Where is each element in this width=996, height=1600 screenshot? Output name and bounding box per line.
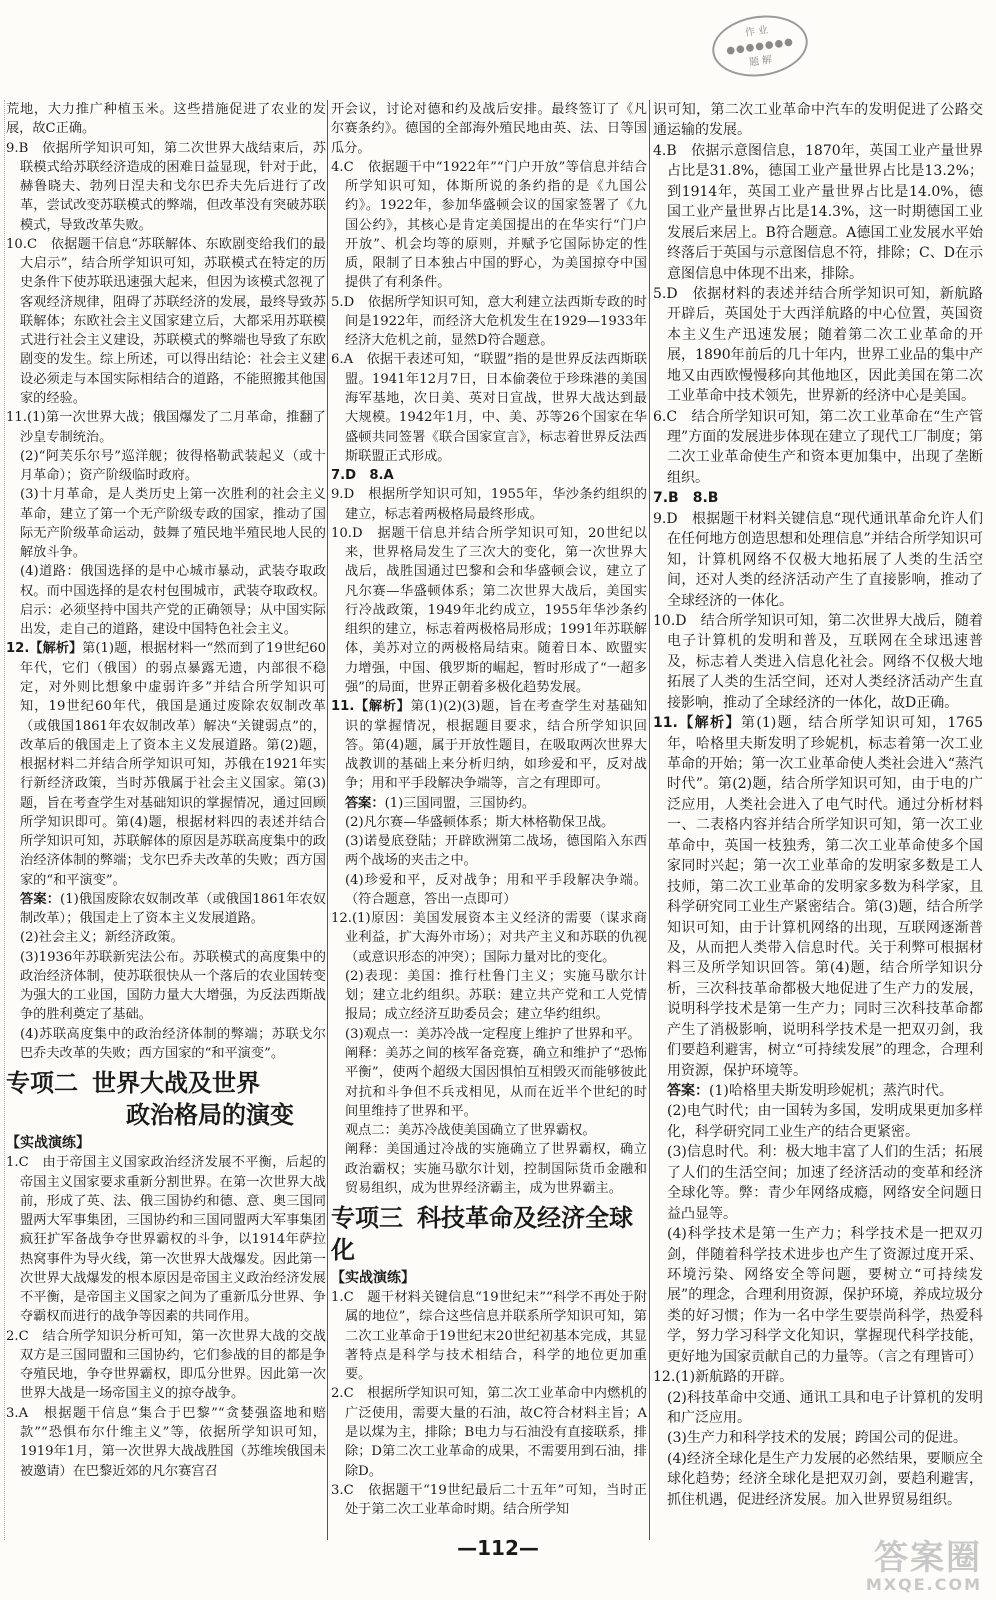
answer-c2: 2.C 根据所学知识可知，第二次工业革命中内燃机的广泛使用，需要大量的石油，故C符合材料主旨；A是以煤为主，排除；B电力与石油没有直接联系，排除；D第二次工业革命的成果，不需要用到石油，排除D。	[331, 1386, 647, 1479]
answer-c7-8: 7.B 8.B	[653, 490, 719, 507]
column-divider	[327, 100, 328, 1540]
answer-b1: 1.C 由于帝国主义国家政治经济发展不平衡，后起的帝国主义国家要求重新分割世界。在第一次世界大战前，形成了英、法、俄三国协约和德、意、奥三国同盟两大军事集团，三国协约和三国同盟两大军事集团疯狂扩军备战争夺世界霸权的斗争，以1914年萨拉热窝事件为导火线，第一次世界大战爆发。因此第一次世界大战爆发的根本原因是帝国主义政治经济发展不平衡，是帝国主义国家之间为了重新瓜分世界、争夺霸权而进行的战争等因素的共同作用。	[6, 1155, 326, 1325]
answer-c11-analysis	[653, 713, 983, 1081]
paragraph: 识可知，第二次工业革命中汽车的发明促进了公路交通运输的发展。	[653, 102, 983, 139]
answer-c1: 1.C 题干材料关键信息“19世纪末”“科学不再处于附属的地位”，综合这些信息并联系所学知识可知，第二次工业革命于19世纪末20世纪初基本完成，其显著特点是科学与技术相结合，科学的地位更加重要。	[331, 1290, 647, 1383]
answer-12-1	[6, 890, 326, 929]
column-left	[6, 100, 326, 1481]
answer-tag: 答案：	[667, 1083, 709, 1099]
answer-b4: 4.C 依据题干中“1922年”“门户开放”等信息并结合所学知识可知，体斯所说的条约指的是《九国公约》。1922年，参加华盛顿会议的国家签署了《九国公约》，其核心是肯定美国提出的在华实行“门户开放”、机会均等的原则，并赋予它国际协定的性质，限制了日本独占中国的野心，为美国掠夺中国提供了有利条件。	[331, 159, 647, 291]
answer-c11-2: (2)电气时代；由一国转为多国，发明成果更加多样化，科学研究同工业生产的结合更紧密。	[667, 1103, 983, 1140]
section-title-2	[6, 1067, 326, 1131]
answer-b6: 6.A 依据干表述可知，“联盟”指的是世界反法西斯联盟。1941年12月7日，日本偷袭位于珍珠港的美国海军基地，次日美、英对日宣战，世界大战达到最大规模。1942年1月，中、美、苏等26个国家在华盛顿共同签署《联合国家宣言》，标志着世界反法西斯联盟正式形成。	[331, 352, 647, 464]
analysis-tag: 11.【解析】	[653, 715, 741, 732]
analysis-text: 第(1)(2)(3)题，旨在考查学生对基础知识的掌握情况，根据题目要求，结合所学知识回答。第(4)题，属于开放性题目，在吸取两次世界大战教训的基础上来分析归纳，如珍爱和平，反对战争；用和平手段解决争端等，言之有理即可。	[345, 699, 647, 792]
answer-b11-1	[331, 794, 647, 813]
answer-b11-4: (4)珍爱和平，反对战争；用和平手段解决争端。（符合题意，答出一点即可）	[345, 872, 647, 907]
answer-12-3: (3)1936年苏联新宪法公布。苏联模式的高度集中的政治经济体制，使苏联很快从一个落后的农业国转变为强大的工业国，国防力量大大增强，为反法西斯战争的胜利奠定了基础。	[20, 949, 326, 1023]
answer-b3: 3.A 根据题干信息“集合于巴黎”“贪婪强盗地和赔款”“恐惧布尔什维主义”等，依据所学知识可知，1919年1月，第一次世界大战战胜国（苏维埃俄国未被邀请）在巴黎近郊的凡尔赛宫召	[6, 1405, 326, 1479]
answer-11-4: (4)道路：俄国选择的是中心城市暴动，武装夺取政权。而中国选择的是农村包围城市，武装夺取政权。启示：必须坚持中国共产党的正确领导；从中国实际出发，走自己的道路，建设中国特色社会主义。	[20, 564, 326, 638]
answer-b12-2: (2)表现：美国：推行杜鲁门主义；实施马歇尔计划；建立北约组织。苏联：建立共产党和工人党情报局；成立经济互助委员会；建立华约组织。	[345, 968, 647, 1023]
answer-text: (1)哈格里夫斯发明珍妮机；蒸汽时代。	[709, 1083, 953, 1099]
analysis-tag: 12.【解析】	[6, 641, 83, 657]
stamp-text: ●●●●●●●	[725, 36, 795, 57]
answer-b11-2: (2)凡尔赛—华盛顿体系；斯大林格勒保卫战。	[345, 814, 615, 830]
answer-b12-1: 12.(1)原因：美国发展资本主义经济的需要（谋求商业利益，扩大海外市场）；对共产主义和苏联的仇视（或意识形态的冲突）；国际力量对比的变化。	[331, 911, 647, 965]
answer-12-analysis	[6, 639, 326, 889]
answer-12-4: (4)苏联高度集中的政治经济体制的弊端；苏联戈尔巴乔夫改革的失败；西方国家的“和平演变”。	[20, 1026, 326, 1062]
answer-b11-analysis	[331, 697, 647, 793]
answer-b10: 10.D 据题干信息并结合所学知识可知，20世纪以来，世界格局发生了三次大的变化，第一次世界大战后，战胜国通过巴黎和会和华盛顿会议，建立了凡尔赛—华盛顿体系；第二次世界大战后，美国实行冷战政策，1949年北约成立，1955年华沙条约组织的建立，标志着两极格局形成；1991年苏联解体，美苏对立的两极格局结束。随着日本、欧盟实力增强，中国、俄罗斯的崛起，暂时形成了“一超多强”的局面，世界正朝着多极化趋势发展。	[331, 525, 647, 695]
section-title-text: 科技革命及经济全球化	[331, 1204, 633, 1265]
answer-text: (1)三国同盟，三国协约。	[384, 795, 536, 811]
answer-c12-4: (4)经济全球化是生产力发展的必然结果，要顺应全球化趋势；经济全球化是把双刃剑，要趋利避害，抓住机遇，促进经济发展。加入世界贸易组织。	[667, 1450, 983, 1508]
section-number: 专项二	[6, 1069, 78, 1098]
answer-b7-8: 7.D 8.A	[331, 468, 394, 484]
answer-c4: 4.B 依据示意图信息，1870年，英国工业产量世界占比是31.8%，德国工业产量世界占比是13.2%；到1914年，英国工业产量世界占比是14.0%，德国工业产量世界占比是14.3%，这一时期德国工业发展后来居上。B符合题意。A德国工业发展水平始终落后于英国与示意图信息不符，排除；C、D在示意图信息中体现不出来，排除。	[653, 142, 983, 282]
answer-c6: 6.C 结合所学知识可知，第二次工业革命在“生产管理”方面的发展进步体现在建立了现代工厂制度；第二次工业革命使生产和资本更加集中，出现了垄断组织。	[653, 408, 983, 486]
stamp	[708, 10, 811, 83]
answer-c12-3: (3)生产力和科学技术的发展；跨国公司的促进。	[667, 1430, 967, 1447]
answer-tag: 答案：	[345, 795, 385, 811]
page-number: —112—	[457, 1536, 539, 1560]
answer-b5: 5.D 依据所学知识可知，意大利建立法西斯专政的时间是1922年，而经济大危机发生在1929—1933年经济大危机之前，显然D符合题意。	[331, 294, 647, 349]
answer-b9: 9.D 根据所学知识可知，1955年，华沙条约组织的建立，标志着两极格局最终形成。	[331, 487, 647, 522]
stamp-text: 题解	[748, 54, 776, 69]
answer-b12-5: 观点二：美苏冷战使美国确立了世界霸权。	[345, 1123, 596, 1139]
paragraph: 荒地，大力推广种植玉米。这些措施促进了农业的发展，故C正确。	[6, 102, 326, 137]
answer-c12-1: 12.(1)新航路的开辟。	[653, 1369, 794, 1386]
answer-c11-3: (3)信息时代。利：极大地丰富了人们的生活；拓展了人们的生活空间；加速了经济活动的变革和经济全球化等。弊：青少年网络成瘾，网络安全问题日益凸显等。	[667, 1144, 983, 1222]
binding-edge	[0, 100, 5, 1540]
watermark-logo	[802, 1540, 982, 1596]
section-title-3	[331, 1202, 647, 1266]
watermark-url: MXQE.COM	[865, 1575, 982, 1594]
analysis-text: 第(1)题，结合所学知识可知，1765年，哈格里夫斯发明了珍妮机，标志着第一次工业革命的开始；第一次工业革命使人类社会进入“蒸汽时代”。第(2)题，结合所学知识可知，由于电的广泛应用，人类社会进入了电气时代。通过分析材料一、二表格内容并结合所学知识可知，第一次工业革命中，英国一枝独秀，第二次工业革命使多个国家同时兴起；第一次工业革命的发明家多数是工人技师，第二次工业革命的发明家多数为科学家，且科学研究同工业生产紧密结合。第(3)题，结合所学知识可知，由于计算机网络的出现，互联网逐渐普及，从而把人类带入信息时代。关于利弊可根据材料三及所学知识回答。第(4)题，结合所学知识分析，三次科技革命都极大地促进了生产力的发展，说明科学技术是第一生产力；同时三次科技革命都产生了消极影响，说明科学技术是一把双刃剑，我们要趋利避害，树立“可持续发展”的理念，合理利用资源，保护环境等。	[667, 715, 983, 1079]
answer-b12-6: 阐释：美国通过冷战的实施确立了世界霸权，确立政治霸权；实施马歇尔计划，控制国际货币金融和贸易组织，成为世界经济霸主，成为世界霸主。	[345, 1142, 647, 1196]
drill-heading: 【实战演练】	[6, 1135, 90, 1152]
answer-c3: 3.C 依据题干“19世纪最后二十五年”可知，当时正处于第二次工业革命时期。结合所学知	[331, 1482, 647, 1518]
paragraph: 开会议，讨论对德和约及战后安排。最终签订了《凡尔赛条约》。德国的全部海外殖民地由英、法、日等国瓜分。	[331, 102, 647, 156]
answer-c9: 9.D 根据题干材料关键信息“现代通讯革命允许人们在任何地方创造思想和处理信息”并结合所学知识可知，计算机网络不仅极大地拓展了人类的生活空间，还对人类的经济活动产生了直接影响，推动了全球经济的一体化。	[653, 510, 983, 609]
answer-11-1: 11.(1)第一次世界大战；俄国爆发了二月革命，推翻了沙皇专制统治。	[6, 410, 326, 445]
answer-c12-2: (2)科技革命中交通、通讯工具和电子计算机的发明和广泛应用。	[667, 1389, 983, 1426]
column-right	[653, 100, 983, 1510]
answer-b12-4: 阐释：美苏之间的核军备竞赛，确立和维护了“恐怖平衡”，使两个超级大国因惧怕互相毁灭而能够彼此对抗和斗争但不兵戎相见，从而在近半个世纪的时间里维持了世界和平。	[345, 1046, 647, 1119]
section-title-line2: 政治格局的演变	[126, 1101, 294, 1130]
answer-c11-4: (4)科学技术是第一生产力；科学技术是一把双刃剑，伴随着科学技术进步也产生了资源过度开采、环境污染、网络安全等问题，要树立“可持续发展”的理念，合理利用资源，保护环境，养成垃圾分类的好习惯；作为一名中学生要崇尚科学，热爱科学，努力学习科学文化知识，掌握现代科学技能，更好地为国家贡献自己的力量等。（言之有理皆可）	[667, 1226, 983, 1365]
answer-12-2: (2)社会主义；新经济政策。	[20, 930, 184, 946]
analysis-tag: 11.【解析】	[331, 699, 411, 715]
section-number: 专项三	[331, 1204, 403, 1233]
answer-11-2: (2)“阿芙乐尔号”巡洋舰；彼得格勒武装起义（或十月革命）；资产阶级临时政府。	[20, 448, 326, 484]
answer-b2: 2.C 结合所学知识分析可知，第一次世界大战的交战双方是三国同盟和三国协约，它们参战的目的都是争夺殖民地，争夺世界霸权，即瓜分世界。因此第一次世界大战是一场帝国主义的掠夺战争。	[6, 1328, 326, 1402]
answer-11-3: (3)十月革命，是人类历史上第一次胜利的社会主义革命，建立了第一个无产阶级专政的国家，推动了国际无产阶级革命运动，鼓舞了殖民地半殖民地人民的解放斗争。	[20, 487, 326, 561]
answer-c5: 5.D 依据材料的表述并结合所学知识可知，新航路开辟后，英国处于大西洋航路的中心位置，英国资本主义生产迅速发展；随着第二次工业革命的开展，1890年前后的几十年内，世界工业品的集中产地又由西欧慢慢移向其他地区，因此美国在第二次工业革命中技术领先，世界新的经济中心是美国。	[653, 285, 983, 405]
answer-10: 10.C 依据题干信息“苏联解体、东欧剧变给我们的最大启示”，结合所学知识可知，苏联模式在特定的历史条件下使苏联迅速强大起来，但因为该模式忽视了客观经济规律，阻碍了苏联经济的发展，最终导致苏联解体；东欧社会主义国家建立后，大都采用苏联模式进行社会主义建设，苏联模式的弊端也导致了东欧剧变的发生。综上所述，可以得出结论：社会主义建设必须走与本国实际相结合的道路，不能照搬其他国家的经验。	[6, 236, 326, 406]
analysis-text: 第(1)题，根据材料一“然而到了19世纪60年代，它们（俄国）的弱点暴露无遗，内部很不稳定，对外则比想象中虚弱许多”并结合所学知识可知，19世纪60年代，俄国是通过废除农奴制改革（或俄国1861年农奴制改革）解决“关键弱点”的，改革后的俄国走上了资本主义发展道路。第(2)题，根据材料二并结合所学知识可知，苏俄在1921年实行新经济政策，当时苏俄属于社会主义国家。第(3)题，旨在考查学生对基础知识的掌握情况，通过回顾所学知识即可。第(4)题，根据材料四的表述并结合所学知识可知，苏联解体的原因是苏联高度集中的政治经济体制的弊端；戈尔巴乔夫改革的失败；西方国家的“和平演变”。	[20, 641, 326, 888]
stamp-text: 作业	[744, 24, 772, 39]
answer-text: (1)俄国废除农奴制改革（或俄国1861年农奴制改革）；俄国走上了资本主义发展道路。	[20, 891, 326, 927]
answer-c10: 10.D 结合所学知识可知，第二次世界大战后，随着电子计算机的发明和普及，互联网在全球迅速普及，标志着人类进入信息化社会。网络不仅极大地拓展了人类的生活空间，还对人类经济活动产生直接影响，推动了全球经济的一体化，故D正确。	[653, 612, 983, 711]
drill-heading: 【实战演练】	[331, 1270, 415, 1287]
answer-9: 9.B 依据所学知识可知，第二次世界大战结束后，苏联模式给苏联经济造成的困难日益显现，针对于此，赫鲁晓夫、勃列日涅夫和戈尔巴乔夫先后进行了改革，尝试改变苏联模式的弊端，但改革没有突破苏联模式，导致改革失败。	[6, 140, 326, 233]
answer-c11-1	[653, 1081, 983, 1101]
answer-b12-3: (3)观点一：美苏冷战一定程度上维护了世界和平。	[345, 1026, 641, 1042]
watermark-text: 答案圈	[874, 1538, 982, 1578]
answer-b11-3: (3)诺曼底登陆；开辟欧洲第二战场，德国陷入东西两个战场的夹击之中。	[345, 834, 647, 869]
column-divider	[649, 100, 650, 1540]
answer-tag: 答案：	[20, 891, 61, 907]
section-title-line1: 世界大战及世界	[92, 1069, 260, 1098]
column-middle	[331, 100, 647, 1519]
